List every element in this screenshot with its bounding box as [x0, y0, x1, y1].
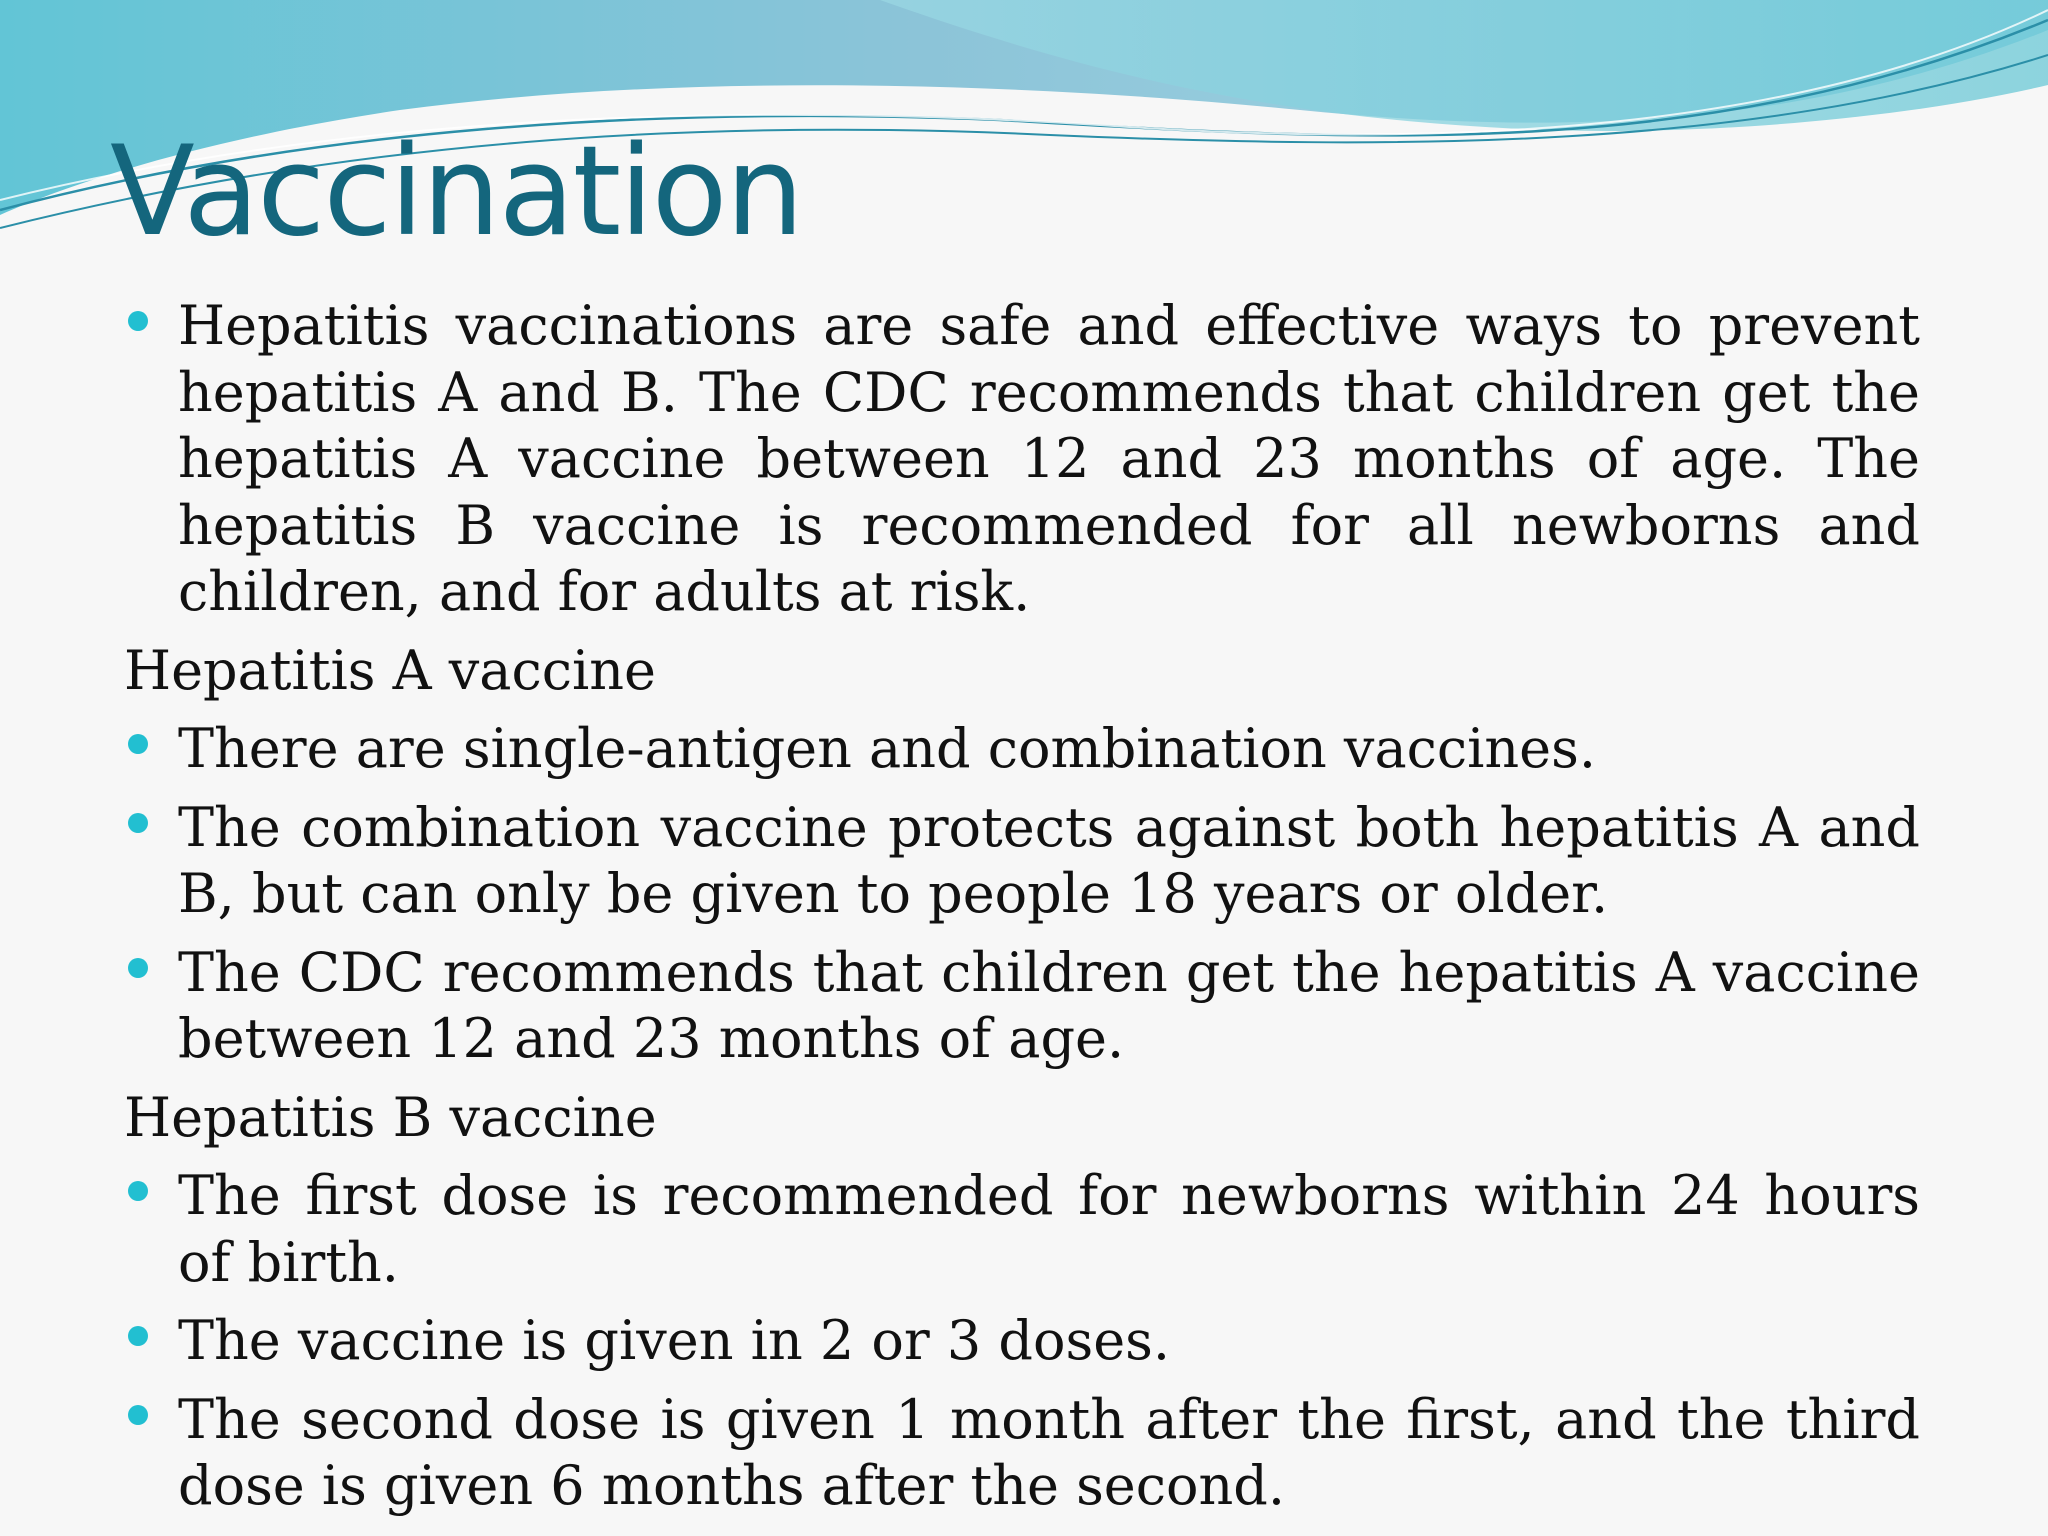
bullet-dot-icon: [128, 1326, 148, 1346]
bullet-item: [124, 795, 1920, 928]
bullet-text: Hepatitis vaccinations are safe and effective ways to prevent hepatitis A and B. The CDC recommends that children get the hepatitis A vaccine between 12 and 23 months of age. The hepatitis B vaccine is recommended for all newborns and children, and for adults at risk.: [178, 294, 1920, 623]
bullet-dot-icon: [128, 734, 148, 754]
bullet-item: [124, 940, 1920, 1073]
bullet-item: [124, 293, 1920, 626]
bullet-item: [124, 1387, 1920, 1520]
slide-title: Vaccination: [110, 120, 803, 264]
bullet-dot-icon: [128, 958, 148, 978]
bullet-text: The combination vaccine protects against both hepatitis A and B, but can only be given to people 18 years or older.: [178, 795, 1920, 925]
bullet-text: The first dose is recommended for newborns within 24 hours of birth.: [178, 1164, 1920, 1294]
slide-body: [124, 293, 1920, 1532]
bullet-item: [124, 1308, 1920, 1375]
bullet-dot-icon: [128, 1405, 148, 1425]
bullet-text: The second dose is given 1 month after the first, and the third dose is given 6 months after the second.: [178, 1387, 1920, 1517]
bullet-item: [124, 1163, 1920, 1296]
bullet-text: The CDC recommends that children get the hepatitis A vaccine between 12 and 23 months of age.: [178, 940, 1920, 1070]
section-heading-hepatitis-a: Hepatitis A vaccine: [124, 638, 656, 702]
bullet-dot-icon: [128, 1181, 148, 1201]
bullet-dot-icon: [128, 813, 148, 833]
bullet-text: The vaccine is given in 2 or 3 doses.: [178, 1309, 1171, 1372]
section-heading-hepatitis-b: Hepatitis B vaccine: [124, 1085, 657, 1149]
bullet-text: There are single-antigen and combination vaccines.: [178, 717, 1597, 780]
bullet-item: [124, 716, 1920, 783]
bullet-dot-icon: [128, 311, 148, 331]
